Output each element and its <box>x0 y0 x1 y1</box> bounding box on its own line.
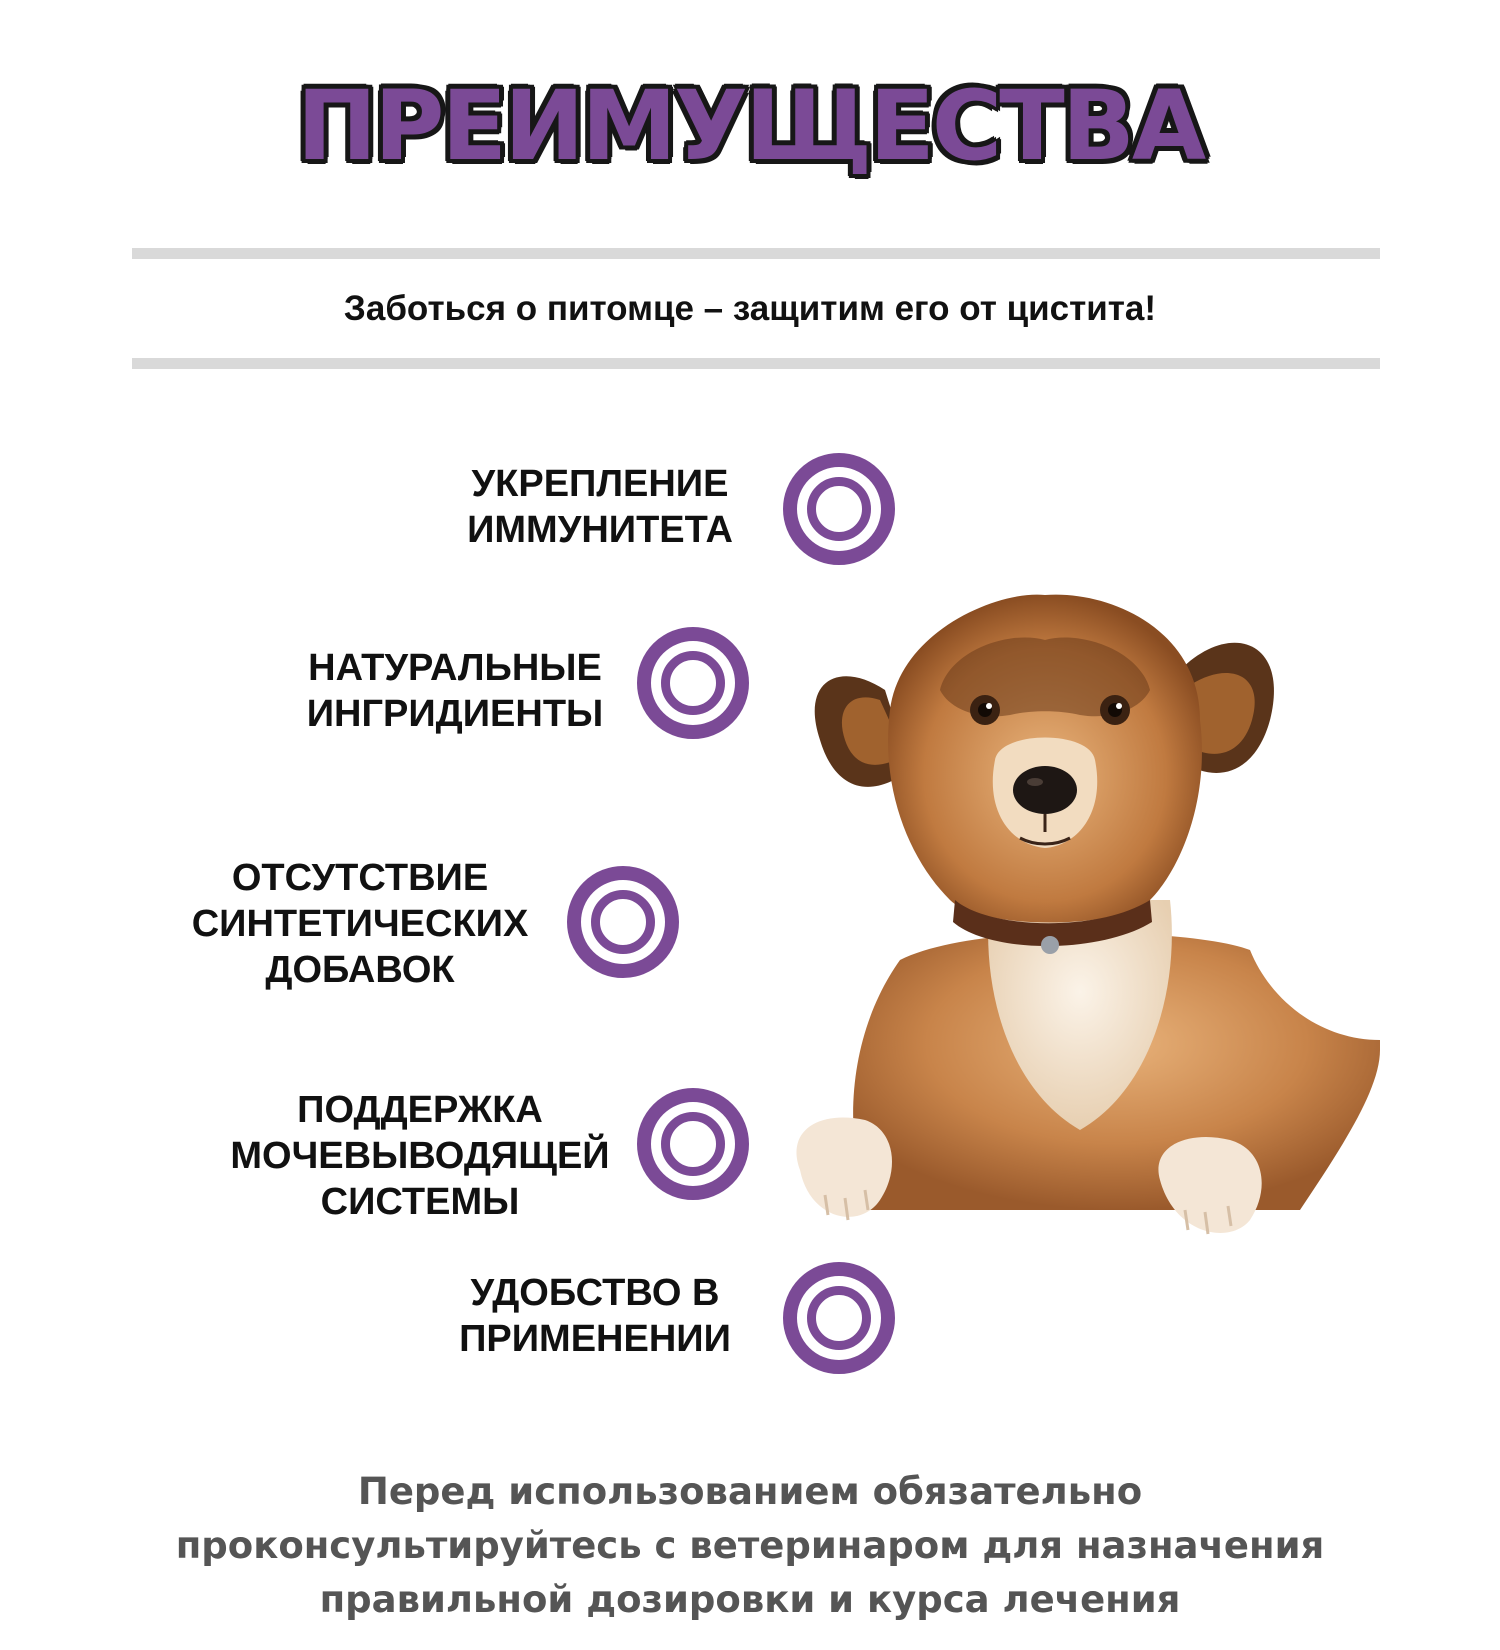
bottom-divider <box>132 358 1380 369</box>
double-ring-icon <box>637 1088 749 1200</box>
double-ring-icon <box>567 866 679 978</box>
top-divider <box>132 248 1380 259</box>
feature-label-immunity: УКРЕПЛЕНИЕ ИММУНИТЕТА <box>467 463 733 551</box>
dog-illustration <box>780 570 1380 1290</box>
feature-label-ease-of-use: УДОБСТВО В ПРИМЕНЕНИИ <box>459 1272 731 1360</box>
double-ring-icon <box>783 453 895 565</box>
feature-label-urinary-support: ПОДДЕРЖКА МОЧЕВЫВОДЯЩЕЙ СИСТЕМЫ <box>230 1089 610 1223</box>
tagline: Заботься о питомце – защитим его от цистита! <box>343 289 1157 328</box>
feature-label-no-synthetics: ОТСУТСТВИЕ СИНТЕТИЧЕСКИХ ДОБАВОК <box>191 857 529 991</box>
disclaimer-text: Перед использованием обязательно проконсультируйтесь с ветеринаром для назначения правильной дозировки и курса лечения <box>175 1470 1325 1621</box>
page-title: ПРЕИМУЩЕСТВА <box>296 70 1204 182</box>
double-ring-icon <box>637 627 749 739</box>
feature-label-natural: НАТУРАЛЬНЫЕ ИНГРИДИЕНТЫ <box>306 647 604 735</box>
